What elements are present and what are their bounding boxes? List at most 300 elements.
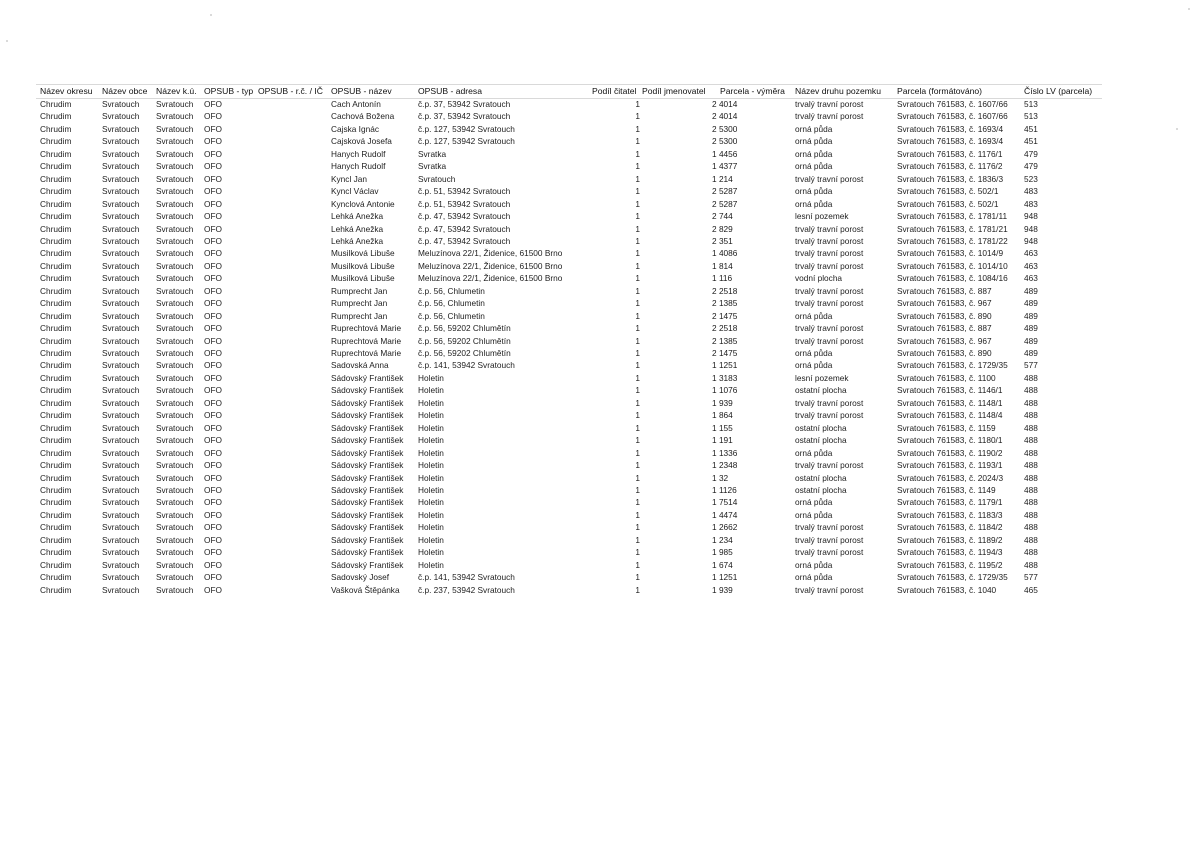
- cell-druh-pozemku: orná půda: [795, 161, 833, 172]
- cell-parcela: Svratouch 761583, č. 1084/16: [897, 273, 1008, 284]
- cell-owner-name: Hanych Rudolf: [331, 148, 386, 159]
- cell-obec: Svratouch: [102, 111, 140, 122]
- cell-address: Holetin: [418, 547, 444, 558]
- cell-obec: Svratouch: [102, 123, 140, 134]
- cell-podil-jmenovatel: 2: [712, 198, 717, 209]
- cell-podil-citatel: 1: [635, 148, 640, 159]
- cell-podil-citatel: 1: [635, 186, 640, 197]
- cell-parcela-vymera: 4474: [718, 509, 738, 520]
- cell-parcela: Svratouch 761583, č. 887: [897, 323, 992, 334]
- cell-typ: OFO: [204, 323, 222, 334]
- table-row: [36, 434, 1102, 446]
- cell-ku: Svratouch: [156, 335, 194, 346]
- cell-druh-pozemku: ostatní plocha: [795, 472, 847, 483]
- cell-obec: Svratouch: [102, 136, 140, 147]
- cell-typ: OFO: [204, 173, 222, 184]
- cell-podil-citatel: 1: [635, 572, 640, 583]
- cell-parcela-vymera: 155: [718, 422, 733, 433]
- cell-podil-jmenovatel: 1: [712, 161, 717, 172]
- cell-podil-citatel: 1: [635, 99, 640, 109]
- cell-cislo-lv: 948: [1024, 223, 1038, 234]
- cell-ku: Svratouch: [156, 223, 194, 234]
- table-row: [36, 322, 1102, 334]
- cell-parcela: Svratouch 761583, č. 1693/4: [897, 123, 1004, 134]
- cell-obec: Svratouch: [102, 285, 140, 296]
- cell-okres: Chrudim: [40, 323, 72, 334]
- cell-parcela-vymera: 814: [718, 260, 733, 271]
- cell-owner-name: Cajska Ignác: [331, 123, 379, 134]
- cell-podil-citatel: 1: [635, 211, 640, 222]
- cell-cislo-lv: 489: [1024, 323, 1038, 334]
- cell-cislo-lv: 483: [1024, 198, 1038, 209]
- cell-jmenovatel-vymera: [712, 185, 737, 197]
- cell-podil-citatel: 1: [635, 422, 640, 433]
- cell-address: Svratka: [418, 161, 447, 172]
- cell-typ: OFO: [204, 534, 222, 545]
- cell-podil-citatel: 1: [635, 534, 640, 545]
- cell-okres: Chrudim: [40, 211, 72, 222]
- cell-parcela: Svratouch 761583, č. 1014/10: [897, 260, 1008, 271]
- cell-druh-pozemku: trvalý travní porost: [795, 522, 864, 533]
- cell-ku: Svratouch: [156, 484, 194, 495]
- cell-druh-pozemku: trvalý travní porost: [795, 248, 864, 259]
- cell-address: Holetin: [418, 385, 444, 396]
- header-cislo-lv: Číslo LV (parcela): [1024, 86, 1093, 96]
- cell-parcela-vymera: 1475: [718, 348, 738, 358]
- cell-cislo-lv: 489: [1024, 310, 1038, 321]
- cell-address: č.p. 237, 53942 Svratouch: [418, 584, 515, 595]
- cell-podil-citatel: 1: [635, 509, 640, 520]
- cell-podil-jmenovatel: 1: [712, 522, 717, 533]
- cell-okres: Chrudim: [40, 422, 72, 433]
- cell-okres: Chrudim: [40, 111, 72, 122]
- cell-okres: Chrudim: [40, 522, 72, 533]
- cell-typ: OFO: [204, 99, 222, 109]
- table-row: [36, 559, 1102, 571]
- cell-ku: Svratouch: [156, 248, 194, 259]
- cell-okres: Chrudim: [40, 584, 72, 595]
- cell-parcela: Svratouch 761583, č. 1180/1: [897, 435, 1003, 446]
- cell-owner-name: Sádovský František: [331, 447, 404, 458]
- cell-ku: Svratouch: [156, 547, 194, 558]
- cell-podil-citatel: 1: [635, 198, 640, 209]
- cell-podil-jmenovatel: 1: [712, 372, 717, 383]
- cell-druh-pozemku: trvalý travní porost: [795, 235, 864, 246]
- cell-druh-pozemku: trvalý travní porost: [795, 584, 864, 595]
- cell-druh-pozemku: trvalý travní porost: [795, 547, 864, 558]
- cell-obec: Svratouch: [102, 161, 140, 172]
- table-row: [36, 123, 1102, 135]
- cell-parcela: Svratouch 761583, č. 1179/1: [897, 497, 1003, 508]
- cell-parcela: Svratouch 761583, č. 1194/3: [897, 547, 1003, 558]
- cell-druh-pozemku: orná půda: [795, 497, 833, 508]
- cell-jmenovatel-vymera: [712, 160, 737, 172]
- cell-owner-name: Sádovský František: [331, 559, 404, 570]
- table-row: [36, 409, 1102, 421]
- cell-ku: Svratouch: [156, 509, 194, 520]
- cell-typ: OFO: [204, 260, 222, 271]
- cell-jmenovatel-vymera: [712, 584, 733, 596]
- table-row: [36, 135, 1102, 147]
- cell-owner-name: Sádovský František: [331, 522, 404, 533]
- cell-druh-pozemku: orná půda: [795, 136, 833, 147]
- cell-ku: Svratouch: [156, 323, 194, 334]
- cell-parcela: Svratouch 761583, č. 1146/1: [897, 385, 1003, 396]
- cell-jmenovatel-vymera: [712, 359, 737, 371]
- cell-address: Holetin: [418, 410, 444, 421]
- scan-speck: [1176, 128, 1178, 130]
- cell-okres: Chrudim: [40, 223, 72, 234]
- header-opsub-rc-ic: OPSUB - r.č. / IČ: [258, 86, 323, 96]
- cell-obec: Svratouch: [102, 360, 140, 371]
- cell-cislo-lv: 483: [1024, 186, 1038, 197]
- cell-address: Svratka: [418, 148, 447, 159]
- cell-obec: Svratouch: [102, 385, 140, 396]
- cell-podil-citatel: 1: [635, 435, 640, 446]
- cell-address: Holetin: [418, 522, 444, 533]
- cell-podil-jmenovatel: 2: [712, 223, 717, 234]
- cell-obec: Svratouch: [102, 484, 140, 495]
- cell-okres: Chrudim: [40, 148, 72, 159]
- cell-podil-citatel: 1: [635, 310, 640, 321]
- cell-ku: Svratouch: [156, 460, 194, 471]
- cell-cislo-lv: 488: [1024, 410, 1038, 421]
- cell-typ: OFO: [204, 111, 222, 122]
- cell-druh-pozemku: orná půda: [795, 348, 833, 358]
- cell-owner-name: Ruprechtová Marie: [331, 348, 402, 358]
- cell-parcela: Svratouch 761583, č. 887: [897, 285, 992, 296]
- cell-address: č.p. 56, Chlumetin: [418, 310, 485, 321]
- cell-okres: Chrudim: [40, 273, 72, 284]
- cell-typ: OFO: [204, 186, 222, 197]
- cell-obec: Svratouch: [102, 422, 140, 433]
- cell-parcela-vymera: 1251: [718, 572, 738, 583]
- cell-typ: OFO: [204, 123, 222, 134]
- cell-druh-pozemku: trvalý travní porost: [795, 410, 864, 421]
- scan-speck: [6, 40, 8, 42]
- cell-druh-pozemku: lesní pozemek: [795, 372, 849, 383]
- cell-druh-pozemku: orná půda: [795, 148, 833, 159]
- cell-parcela-vymera: 1475: [718, 310, 738, 321]
- cell-owner-name: Kyncl Jan: [331, 173, 367, 184]
- cell-typ: OFO: [204, 161, 222, 172]
- cell-obec: Svratouch: [102, 273, 140, 284]
- cell-owner-name: Musilková Libuše: [331, 273, 395, 284]
- cell-podil-jmenovatel: 1: [712, 435, 717, 446]
- cell-podil-citatel: 1: [635, 460, 640, 471]
- cell-address: č.p. 141, 53942 Svratouch: [418, 360, 515, 371]
- table-row: [36, 173, 1102, 185]
- cell-ku: Svratouch: [156, 534, 194, 545]
- cell-podil-jmenovatel: 1: [712, 397, 717, 408]
- cell-typ: OFO: [204, 136, 222, 147]
- cell-address: č.p. 56, 59202 Chlumětín: [418, 323, 511, 334]
- header-podil-citatel: Podíl čitatel: [592, 86, 637, 96]
- cell-podil-jmenovatel: 2: [712, 99, 717, 109]
- cell-parcela: Svratouch 761583, č. 967: [897, 335, 992, 346]
- cell-druh-pozemku: orná půda: [795, 572, 833, 583]
- cell-obec: Svratouch: [102, 223, 140, 234]
- table-row: [36, 571, 1102, 583]
- cell-podil-citatel: 1: [635, 123, 640, 134]
- cell-podil-jmenovatel: 1: [712, 447, 717, 458]
- cell-parcela: Svratouch 761583, č. 1729/35: [897, 572, 1008, 583]
- cell-okres: Chrudim: [40, 285, 72, 296]
- cell-parcela-vymera: 5300: [718, 136, 738, 147]
- cell-address: Holetin: [418, 509, 444, 520]
- cell-cislo-lv: 513: [1024, 99, 1038, 109]
- cell-parcela-vymera: 1385: [718, 298, 738, 309]
- cell-parcela-vymera: 744: [718, 211, 733, 222]
- cell-parcela: Svratouch 761583, č. 2024/3: [897, 472, 1004, 483]
- cell-druh-pozemku: orná půda: [795, 447, 833, 458]
- cell-jmenovatel-vymera: [712, 546, 733, 558]
- cell-jmenovatel-vymera: [712, 322, 737, 334]
- table-row: [36, 198, 1102, 210]
- cell-parcela: Svratouch 761583, č. 967: [897, 298, 992, 309]
- cell-podil-jmenovatel: 1: [712, 148, 717, 159]
- cell-druh-pozemku: trvalý travní porost: [795, 99, 864, 109]
- cell-okres: Chrudim: [40, 123, 72, 134]
- cell-podil-jmenovatel: 2: [712, 123, 717, 134]
- cell-jmenovatel-vymera: [712, 198, 737, 210]
- cell-parcela: Svratouch 761583, č. 1693/4: [897, 136, 1004, 147]
- cell-parcela-vymera: 214: [718, 173, 733, 184]
- cell-cislo-lv: 488: [1024, 472, 1038, 483]
- cell-typ: OFO: [204, 584, 222, 595]
- cell-obec: Svratouch: [102, 348, 140, 358]
- cell-okres: Chrudim: [40, 435, 72, 446]
- cell-okres: Chrudim: [40, 534, 72, 545]
- cell-address: Holetin: [418, 372, 444, 383]
- cell-owner-name: Rumprecht Jan: [331, 298, 388, 309]
- scan-speck: [1188, 8, 1190, 10]
- table-row: [36, 335, 1102, 347]
- cell-druh-pozemku: orná půda: [795, 186, 833, 197]
- cell-okres: Chrudim: [40, 248, 72, 259]
- cell-owner-name: Sádovský František: [331, 472, 404, 483]
- cell-ku: Svratouch: [156, 186, 194, 197]
- cell-owner-name: Sádovský František: [331, 410, 404, 421]
- cell-podil-jmenovatel: 2: [712, 136, 717, 147]
- cell-cislo-lv: 488: [1024, 484, 1038, 495]
- cell-podil-jmenovatel: 1: [712, 273, 717, 284]
- cell-obec: Svratouch: [102, 235, 140, 246]
- cell-obec: Svratouch: [102, 460, 140, 471]
- header-nazev-ku: Název k.ú.: [156, 86, 197, 96]
- cell-podil-citatel: 1: [635, 335, 640, 346]
- cell-jmenovatel-vymera: [712, 235, 733, 247]
- cell-owner-name: Lehká Anežka: [331, 223, 384, 234]
- header-druh-pozemku: Název druhu pozemku: [795, 86, 881, 96]
- cell-okres: Chrudim: [40, 348, 72, 358]
- cell-typ: OFO: [204, 522, 222, 533]
- cell-ku: Svratouch: [156, 198, 194, 209]
- cell-jmenovatel-vymera: [712, 297, 737, 309]
- cell-parcela: Svratouch 761583, č. 1729/35: [897, 360, 1008, 371]
- cell-cislo-lv: 479: [1024, 161, 1038, 172]
- cell-ku: Svratouch: [156, 235, 194, 246]
- cell-jmenovatel-vymera: [712, 98, 737, 110]
- table-row: [36, 509, 1102, 521]
- cell-podil-jmenovatel: 1: [712, 248, 717, 259]
- cell-typ: OFO: [204, 547, 222, 558]
- cell-podil-citatel: 1: [635, 497, 640, 508]
- cell-okres: Chrudim: [40, 161, 72, 172]
- cell-podil-citatel: 1: [635, 173, 640, 184]
- cell-address: č.p. 56, Chlumetin: [418, 285, 485, 296]
- table-row: [36, 347, 1102, 359]
- cell-podil-citatel: 1: [635, 484, 640, 495]
- cell-parcela-vymera: 5300: [718, 123, 738, 134]
- cell-owner-name: Cachová Božena: [331, 111, 395, 122]
- cell-podil-jmenovatel: 1: [712, 584, 717, 595]
- cell-address: Holetin: [418, 435, 444, 446]
- table-row: [36, 223, 1102, 235]
- cell-jmenovatel-vymera: [712, 397, 733, 409]
- cell-okres: Chrudim: [40, 198, 72, 209]
- cell-druh-pozemku: orná půda: [795, 310, 833, 321]
- cell-typ: OFO: [204, 348, 222, 358]
- cell-parcela: Svratouch 761583, č. 890: [897, 310, 992, 321]
- cell-druh-pozemku: trvalý travní porost: [795, 323, 864, 334]
- cell-okres: Chrudim: [40, 460, 72, 471]
- cell-parcela-vymera: 1336: [718, 447, 738, 458]
- cell-parcela: Svratouch 761583, č. 1148/1: [897, 397, 1003, 408]
- cell-podil-citatel: 1: [635, 348, 640, 358]
- table-row: [36, 148, 1102, 160]
- cell-owner-name: Sádovský František: [331, 509, 404, 520]
- table-row: [36, 496, 1102, 508]
- cell-jmenovatel-vymera: [712, 372, 737, 384]
- cell-obec: Svratouch: [102, 397, 140, 408]
- cell-parcela-vymera: 939: [718, 584, 733, 595]
- cell-ku: Svratouch: [156, 447, 194, 458]
- cell-typ: OFO: [204, 385, 222, 396]
- cell-parcela-vymera: 32: [718, 472, 729, 483]
- cell-owner-name: Sadovská Anna: [331, 360, 389, 371]
- cell-cislo-lv: 577: [1024, 572, 1038, 583]
- cell-parcela-vymera: 2518: [718, 323, 738, 334]
- cell-druh-pozemku: trvalý travní porost: [795, 335, 864, 346]
- cell-cislo-lv: 488: [1024, 397, 1038, 408]
- cell-typ: OFO: [204, 223, 222, 234]
- cell-obec: Svratouch: [102, 472, 140, 483]
- cell-parcela: Svratouch 761583, č. 1149: [897, 484, 996, 495]
- cell-jmenovatel-vymera: [712, 534, 733, 546]
- cell-podil-jmenovatel: 2: [712, 348, 717, 358]
- cell-owner-name: Kynclová Antonie: [331, 198, 395, 209]
- cell-typ: OFO: [204, 410, 222, 421]
- cell-obec: Svratouch: [102, 99, 140, 109]
- cell-obec: Svratouch: [102, 534, 140, 545]
- cell-druh-pozemku: trvalý travní porost: [795, 534, 864, 545]
- cell-podil-jmenovatel: 1: [712, 385, 717, 396]
- cell-druh-pozemku: ostatní plocha: [795, 484, 847, 495]
- table-row: [36, 160, 1102, 172]
- cell-podil-citatel: 1: [635, 273, 640, 284]
- cell-okres: Chrudim: [40, 136, 72, 147]
- cell-ku: Svratouch: [156, 360, 194, 371]
- cell-owner-name: Sádovský František: [331, 435, 404, 446]
- cell-okres: Chrudim: [40, 173, 72, 184]
- cell-parcela: Svratouch 761583, č. 1781/22: [897, 235, 1008, 246]
- cell-parcela: Svratouch 761583, č. 1184/2: [897, 522, 1003, 533]
- cell-cislo-lv: 465: [1024, 584, 1038, 595]
- cell-podil-jmenovatel: 2: [712, 335, 717, 346]
- cell-parcela: Svratouch 761583, č. 1836/3: [897, 173, 1004, 184]
- cell-podil-jmenovatel: 2: [712, 285, 717, 296]
- header-nazev-okresu: Název okresu: [40, 86, 93, 96]
- cell-typ: OFO: [204, 273, 222, 284]
- cell-address: č.p. 56, 59202 Chlumětín: [418, 348, 511, 358]
- table-row: [36, 272, 1102, 284]
- cell-address: Holetin: [418, 497, 444, 508]
- cell-ku: Svratouch: [156, 584, 194, 595]
- cell-owner-name: Ruprechtová Marie: [331, 323, 402, 334]
- cell-owner-name: Sádovský František: [331, 460, 404, 471]
- cell-okres: Chrudim: [40, 260, 72, 271]
- table-row: [36, 521, 1102, 533]
- cell-cislo-lv: 489: [1024, 335, 1038, 346]
- table-row: [36, 359, 1102, 371]
- cell-typ: OFO: [204, 285, 222, 296]
- cell-jmenovatel-vymera: [712, 247, 737, 259]
- table-row: [36, 459, 1102, 471]
- cell-typ: OFO: [204, 559, 222, 570]
- cell-typ: OFO: [204, 248, 222, 259]
- cell-parcela-vymera: 4014: [718, 111, 738, 122]
- header-opsub-nazev: OPSUB - název: [331, 86, 392, 96]
- cell-ku: Svratouch: [156, 372, 194, 383]
- cell-jmenovatel-vymera: [712, 260, 733, 272]
- cell-owner-name: Lehká Anežka: [331, 235, 384, 246]
- cell-typ: OFO: [204, 572, 222, 583]
- cell-owner-name: Sadovský Josef: [331, 572, 390, 583]
- cell-parcela: Svratouch 761583, č. 1781/21: [897, 223, 1008, 234]
- cell-podil-citatel: 1: [635, 223, 640, 234]
- cell-owner-name: Sádovský František: [331, 547, 404, 558]
- cell-druh-pozemku: trvalý travní porost: [795, 173, 864, 184]
- cell-okres: Chrudim: [40, 447, 72, 458]
- cell-cislo-lv: 948: [1024, 235, 1038, 246]
- cell-jmenovatel-vymera: [712, 347, 737, 359]
- cell-ku: Svratouch: [156, 422, 194, 433]
- cell-owner-name: Sádovský František: [331, 422, 404, 433]
- cell-obec: Svratouch: [102, 522, 140, 533]
- cell-druh-pozemku: trvalý travní porost: [795, 260, 864, 271]
- cell-druh-pozemku: trvalý travní porost: [795, 223, 864, 234]
- cell-jmenovatel-vymera: [712, 272, 732, 284]
- cell-podil-jmenovatel: 1: [712, 559, 717, 570]
- cell-cislo-lv: 488: [1024, 497, 1038, 508]
- cell-parcela: Svratouch 761583, č. 1189/2: [897, 534, 1003, 545]
- cell-parcela-vymera: 1251: [718, 360, 738, 371]
- cell-druh-pozemku: trvalý travní porost: [795, 397, 864, 408]
- cell-druh-pozemku: ostatní plocha: [795, 435, 847, 446]
- cell-podil-citatel: 1: [635, 385, 640, 396]
- header-parcela-formatovano: Parcela (formátováno): [897, 86, 983, 96]
- cell-cislo-lv: 479: [1024, 148, 1038, 159]
- cell-ku: Svratouch: [156, 572, 194, 583]
- cell-podil-citatel: 1: [635, 372, 640, 383]
- cell-obec: Svratouch: [102, 497, 140, 508]
- table-row: [36, 422, 1102, 434]
- cell-parcela-vymera: 3183: [718, 372, 738, 383]
- cell-obec: Svratouch: [102, 584, 140, 595]
- cell-address: Holetin: [418, 484, 444, 495]
- cell-cislo-lv: 488: [1024, 422, 1038, 433]
